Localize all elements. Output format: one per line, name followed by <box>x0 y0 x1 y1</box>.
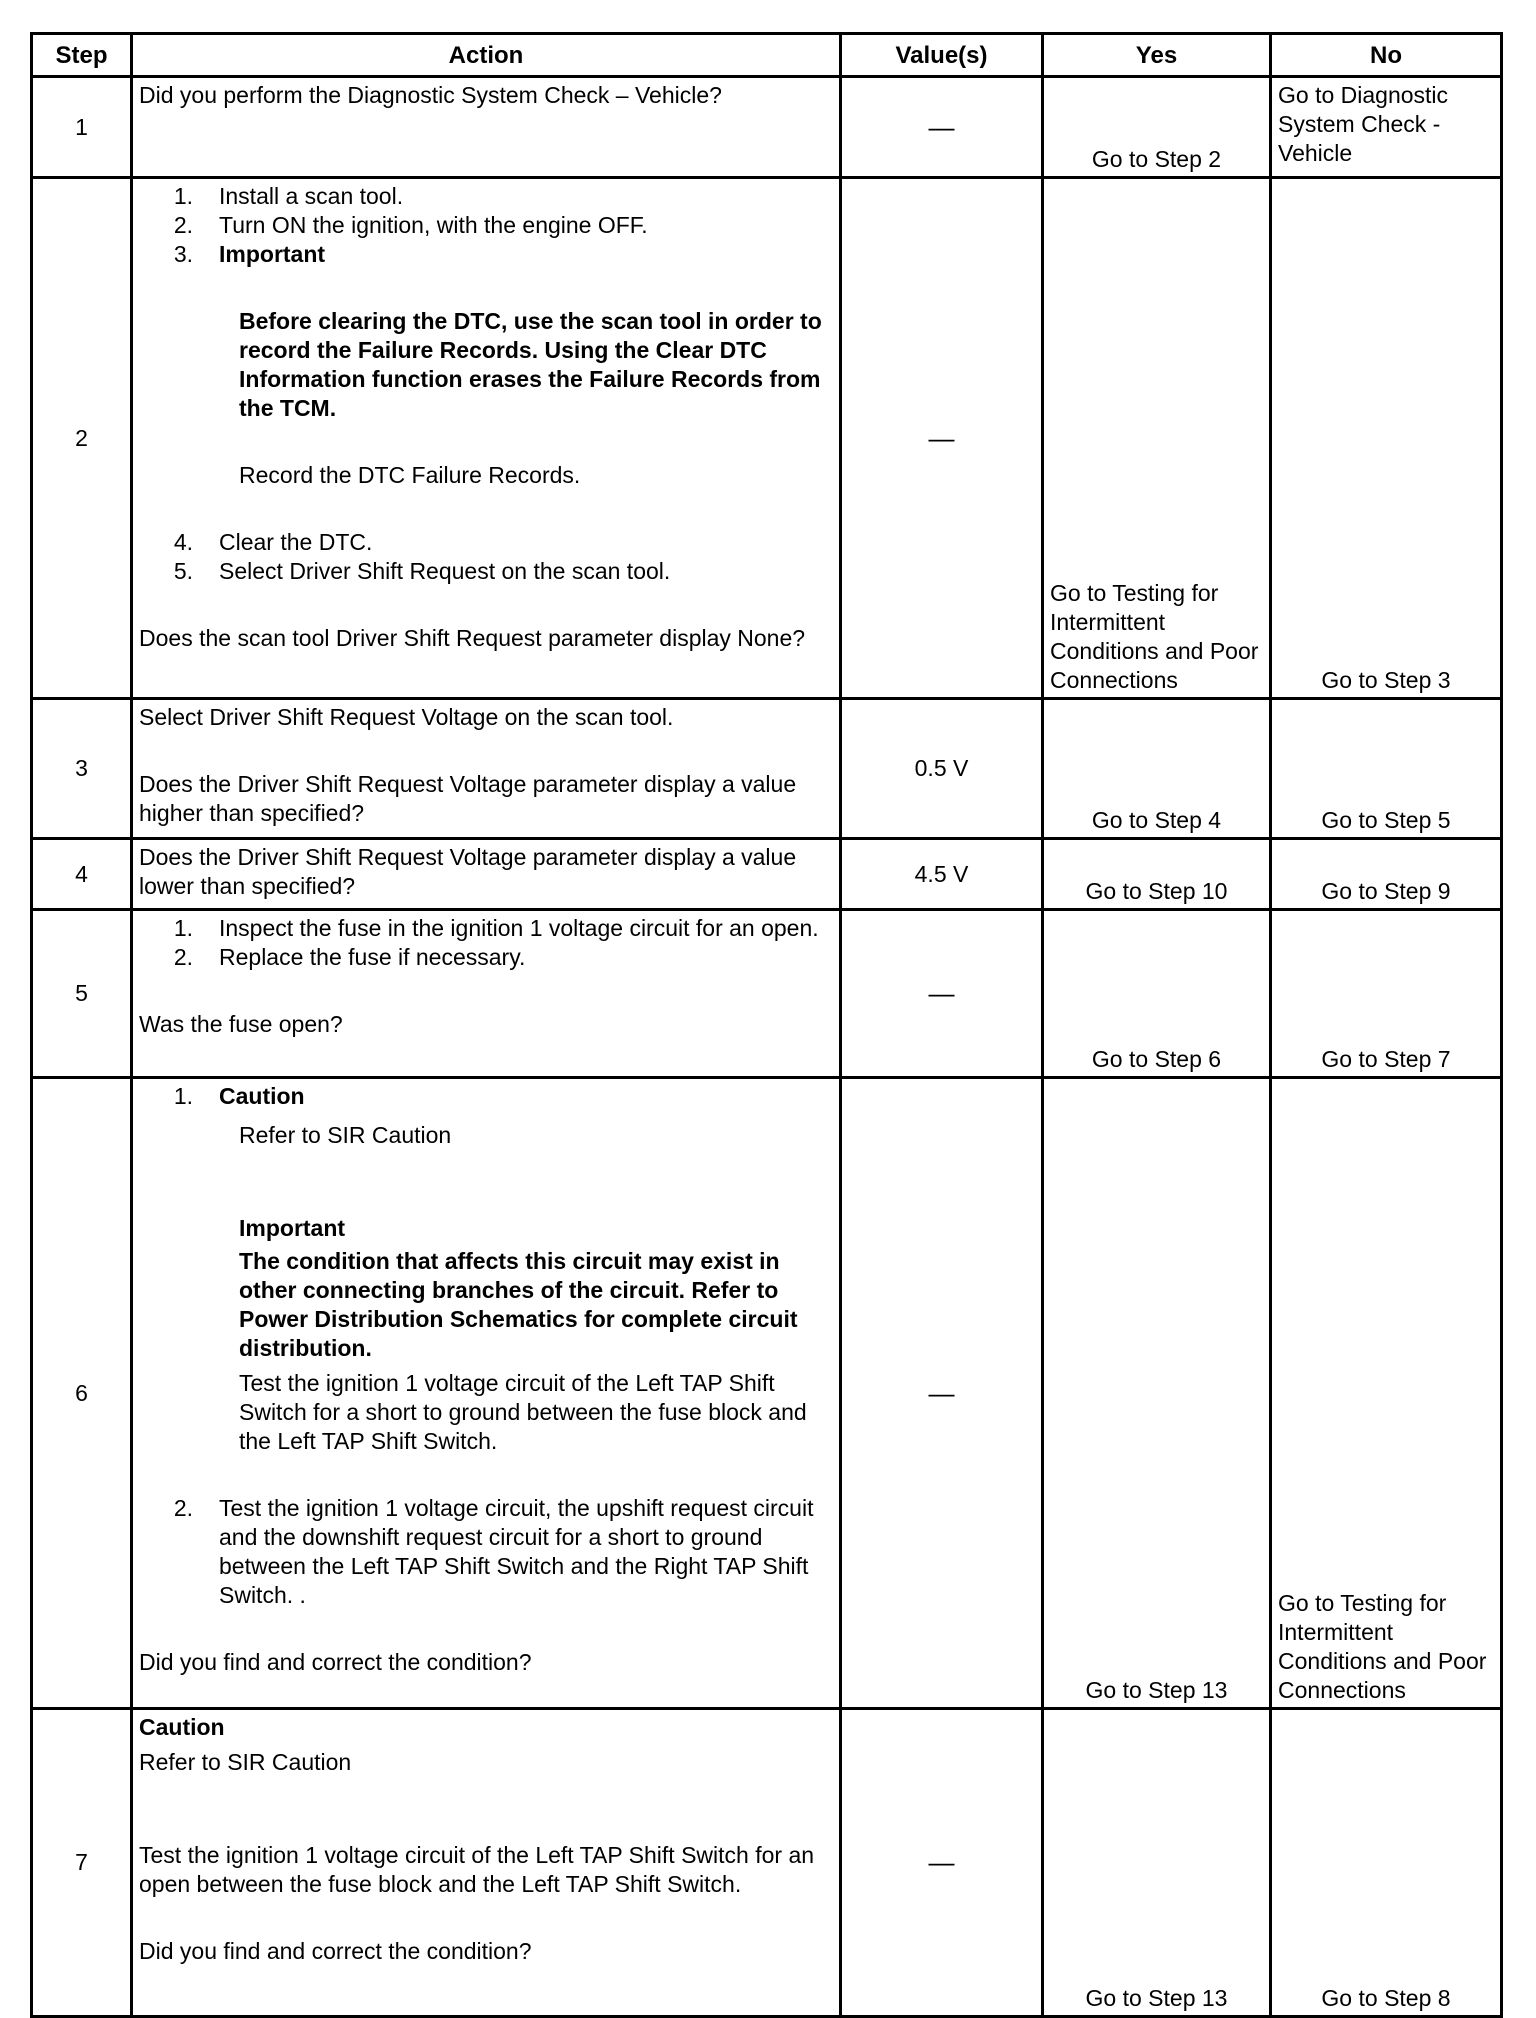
yes-result: Go to Step 13 <box>1085 1677 1228 1703</box>
no-result: Go to Diagnostic System Check - Vehicle <box>1278 82 1449 166</box>
list-item: 3. Important <box>173 241 326 267</box>
no-cell <box>1271 699 1502 839</box>
no-result: Go to Testing for Intermittent Conditions and Poor Connections <box>1278 1590 1487 1703</box>
action-question: Does the scan tool Driver Shift Request parameter display None? <box>139 625 806 651</box>
important-label: Important <box>239 1215 346 1241</box>
value-cell: — <box>841 1078 1043 1709</box>
value-cell: — <box>841 1709 1043 2017</box>
yes-result: Go to Step 10 <box>1085 878 1228 904</box>
list-item: 2. Replace the fuse if necessary. <box>173 944 526 970</box>
value-cell: 4.5 V <box>841 839 1043 910</box>
action-cell <box>132 1078 841 1709</box>
header-step: Step <box>32 34 132 77</box>
yes-result: Go to Step 2 <box>1091 146 1222 172</box>
no-result: Go to Step 3 <box>1321 667 1451 693</box>
no-cell <box>1271 178 1502 699</box>
no-cell <box>1271 910 1502 1078</box>
record-instruction: Record the DTC Failure Records. <box>239 462 581 488</box>
yes-result: Go to Step 6 <box>1091 1046 1222 1072</box>
action-instruction: Select Driver Shift Request Voltage on the scan tool. <box>139 704 674 730</box>
no-cell <box>1271 1709 1502 2017</box>
no-result: Go to Step 9 <box>1321 878 1451 904</box>
yes-cell <box>1043 1709 1271 2017</box>
action-question: Did you perform the Diagnostic System Check – Vehicle? <box>139 82 722 108</box>
action-cell <box>132 839 841 910</box>
action-cell <box>132 77 841 178</box>
yes-cell <box>1043 1078 1271 1709</box>
list-item: 2. Turn ON the ignition, with the engine OFF. <box>173 212 648 238</box>
yes-cell <box>1043 910 1271 1078</box>
diagnostic-table <box>30 32 1503 2018</box>
yes-cell <box>1043 77 1271 178</box>
no-cell <box>1271 77 1502 178</box>
test-instruction: Test the ignition 1 voltage circuit of the Left TAP Shift Switch for an open between the fuse block and the Left TAP Shift Switch. <box>139 1842 815 1897</box>
step-number: 5 <box>32 910 132 1078</box>
no-cell <box>1271 839 1502 910</box>
diagnostic-table-document <box>30 32 1500 2014</box>
action-question: Does the Driver Shift Request Voltage parameter display a value higher than specified? <box>139 771 797 826</box>
table-row <box>32 1078 1502 1709</box>
yes-cell <box>1043 699 1271 839</box>
table-row <box>32 178 1502 699</box>
important-note: Before clearing the DTC, use the scan tool in order to record the Failure Records. Using the Clear DTC Information function erases the Failure Records from the TCM. <box>239 308 822 421</box>
no-result: Go to Step 7 <box>1321 1046 1451 1072</box>
value-cell: 0.5 V <box>841 699 1043 839</box>
yes-cell <box>1043 839 1271 910</box>
step-number: 4 <box>32 839 132 910</box>
list-item: 4. Clear the DTC. <box>173 529 373 555</box>
table-row <box>32 1709 1502 2017</box>
action-cell <box>132 910 841 1078</box>
yes-cell <box>1043 178 1271 699</box>
action-cell <box>132 699 841 839</box>
table-row <box>32 699 1502 839</box>
step-number: 2 <box>32 178 132 699</box>
no-result: Go to Step 8 <box>1321 1985 1451 2011</box>
list-item: 2. Test the ignition 1 voltage circuit, the upshift request circuit and the downshift request circuit for a short to ground between the Left TAP Shift Switch and the Right TAP Shift Switch. . <box>173 1495 814 1608</box>
important-note: The condition that affects this circuit may exist in other connecting branches of the circuit. Refer to Power Distribution Schematics for complete circuit distribution. <box>239 1248 798 1361</box>
action-cell <box>132 178 841 699</box>
header-yes: Yes <box>1043 34 1271 77</box>
action-cell <box>132 1709 841 2017</box>
list-item: 1. Install a scan tool. <box>173 183 404 209</box>
caution-text: Refer to SIR Caution <box>139 1749 352 1775</box>
table-row <box>32 910 1502 1078</box>
caution-text: Refer to SIR Caution <box>239 1122 452 1148</box>
value-cell: — <box>841 178 1043 699</box>
action-question: Does the Driver Shift Request Voltage parameter display a value lower than specified? <box>139 844 797 899</box>
value-cell: — <box>841 77 1043 178</box>
yes-result: Go to Step 4 <box>1091 807 1222 833</box>
action-question: Did you find and correct the condition? <box>139 1649 532 1675</box>
no-cell <box>1271 1078 1502 1709</box>
list-item: 1. Inspect the fuse in the ignition 1 voltage circuit for an open. <box>173 915 819 941</box>
table-row <box>32 77 1502 178</box>
test-instruction: Test the ignition 1 voltage circuit of the Left TAP Shift Switch for a short to ground between the fuse block and the Left TAP Shift Switch. <box>239 1370 807 1454</box>
step-number: 7 <box>32 1709 132 2017</box>
step-number: 6 <box>32 1078 132 1709</box>
header-no: No <box>1271 34 1502 77</box>
list-item: 1. Caution <box>173 1083 305 1109</box>
caution-label: Caution <box>139 1714 225 1740</box>
step-number: 3 <box>32 699 132 839</box>
yes-result: Go to Testing for Intermittent Conditions and Poor Connections <box>1050 580 1259 693</box>
list-item: 5. Select Driver Shift Request on the scan tool. <box>173 558 671 584</box>
header-row <box>32 34 1502 77</box>
header-action: Action <box>132 34 841 77</box>
no-result: Go to Step 5 <box>1321 807 1451 833</box>
action-question: Did you find and correct the condition? <box>139 1938 532 1964</box>
table-row <box>32 839 1502 910</box>
yes-result: Go to Step 13 <box>1085 1985 1228 2011</box>
header-values: Value(s) <box>841 34 1043 77</box>
value-cell: — <box>841 910 1043 1078</box>
action-question: Was the fuse open? <box>139 1011 343 1037</box>
step-number: 1 <box>32 77 132 178</box>
